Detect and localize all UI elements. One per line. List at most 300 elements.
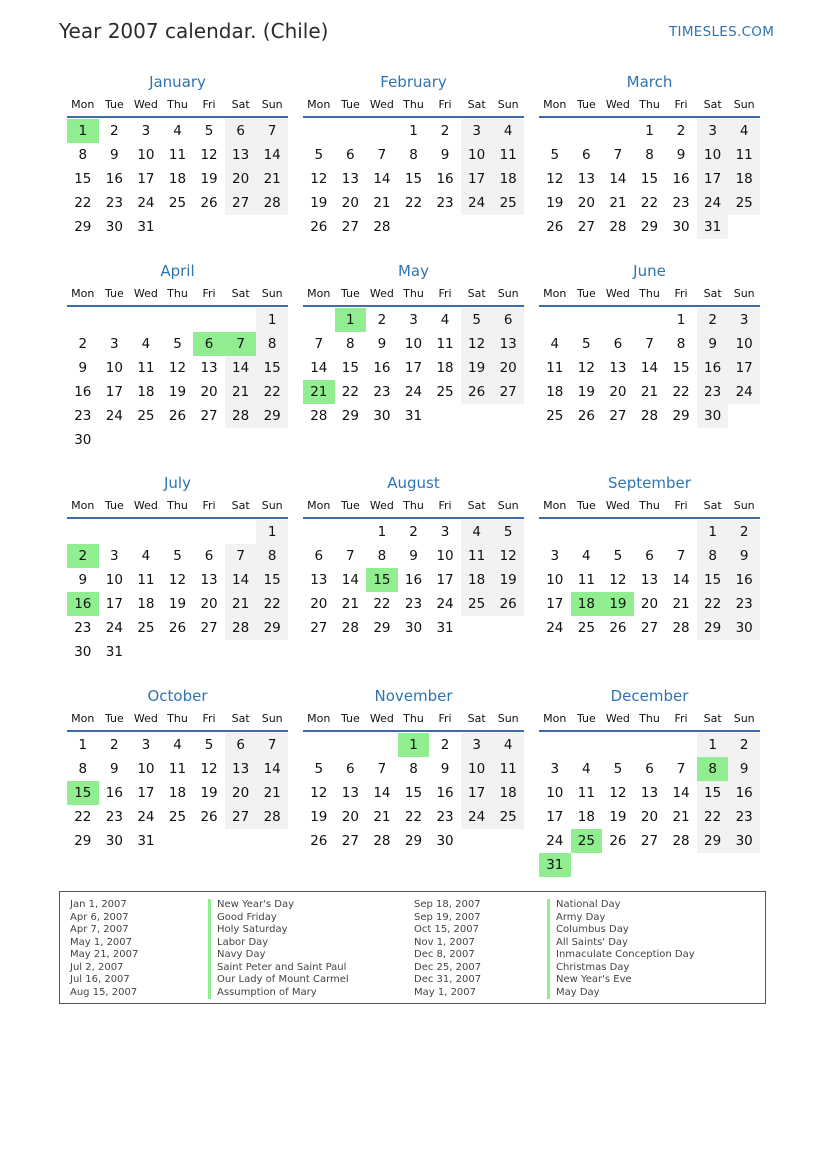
day-cell: 16 [373,360,391,376]
weekday-header: Wed [133,98,158,111]
day-cell: 26 [461,380,493,404]
day-cell: 26 [200,195,218,211]
day-cell: 31 [137,219,155,235]
header-rule [67,116,288,118]
holiday-day-cell: 19 [602,592,634,616]
day-cell: 29 [697,829,729,853]
day-cell: 24 [105,408,123,424]
holiday-day-cell: 6 [193,332,225,356]
day-cell: 23 [728,805,760,829]
day-cell: 29 [256,616,288,640]
month-title: June [633,262,666,280]
day-cell: 5 [492,520,524,544]
day-cell: 10 [105,360,123,376]
day-cell: 30 [728,829,760,853]
legend-date: Sep 19, 2007 [414,911,481,923]
day-cell: 28 [373,833,391,849]
day-cell: 4 [173,737,182,753]
legend-holiday-name: New Year's Day [208,899,294,912]
header-rule [303,517,524,519]
day-cell: 29 [697,616,729,640]
day-cell: 30 [728,616,760,640]
day-cell: 9 [440,147,450,163]
day-cell: 6 [582,147,591,163]
day-cell: 25 [137,408,155,424]
day-cell: 3 [697,119,729,143]
day-cell: 5 [204,737,214,753]
day-cell: 19 [310,195,328,211]
day-cell: 23 [373,384,391,400]
day-cell: 4 [582,761,591,777]
day-cell: 4 [461,520,493,544]
day-cell: 29 [404,833,423,849]
month-january [67,73,288,263]
day-cell: 11 [137,360,155,376]
day-cell: 29 [74,833,92,849]
day-cell: 28 [225,616,257,640]
day-cell: 18 [492,167,524,191]
legend-date: May 1, 2007 [70,936,133,948]
day-cell: 25 [577,620,595,636]
day-cell: 10 [137,147,155,163]
day-cell: 23 [404,596,423,612]
month-title: September [608,474,691,492]
weekday-header: Tue [340,287,360,300]
day-cell: 6 [225,119,257,143]
day-cell: 21 [225,592,257,616]
day-cell: 22 [404,809,423,825]
day-cell: 29 [341,408,359,424]
day-cell: 24 [436,596,454,612]
weekday-header: Wed [133,712,158,725]
day-cell: 17 [105,596,123,612]
day-cell: 31 [697,215,729,239]
weekday-header: Tue [576,499,596,512]
day-cell: 14 [256,757,288,781]
day-cell: 13 [640,785,659,801]
weekday-header: Thu [639,98,660,111]
day-cell: 8 [645,147,654,163]
day-cell: 25 [436,384,454,400]
day-cell: 1 [697,520,729,544]
day-cell: 17 [436,572,454,588]
weekday-header: Sat [467,499,486,512]
weekday-header: Wed [605,98,630,111]
day-cell: 24 [697,191,729,215]
day-cell: 17 [137,785,155,801]
weekday-header: Fri [674,287,688,300]
day-cell: 13 [225,757,257,781]
day-cell: 1 [645,123,654,139]
day-cell: 2 [110,737,119,753]
day-cell: 23 [697,380,729,404]
month-title: November [374,687,453,705]
day-cell: 24 [105,620,123,636]
day-cell: 25 [168,809,187,825]
day-cell: 27 [200,408,218,424]
header-rule [67,730,288,732]
holiday-day-cell: 31 [539,853,571,877]
day-cell: 3 [409,312,418,328]
day-cell: 9 [676,147,686,163]
header-rule [303,116,524,118]
day-cell: 13 [609,360,627,376]
month-title: April [160,262,195,280]
weekday-header: Mon [71,287,95,300]
day-cell: 16 [436,171,454,187]
legend-date: Apr 7, 2007 [70,924,129,935]
day-cell: 9 [728,757,760,781]
day-cell: 13 [225,143,257,167]
weekday-header: Tue [104,287,124,300]
day-cell: 11 [492,143,524,167]
day-cell: 18 [577,809,595,825]
weekday-header: Thu [403,98,424,111]
day-cell: 3 [141,737,151,753]
weekday-header: Sun [497,98,519,111]
day-cell: 31 [436,620,454,636]
day-cell: 21 [341,596,359,612]
day-cell: 6 [346,761,355,777]
day-cell: 7 [346,548,355,564]
day-cell: 7 [377,147,387,163]
day-cell: 11 [137,572,155,588]
weekday-header: Sat [703,499,722,512]
day-cell: 25 [728,191,760,215]
day-cell: 28 [341,620,359,636]
day-cell: 22 [256,380,288,404]
day-cell: 26 [168,620,187,636]
day-cell: 13 [577,171,595,187]
day-cell: 13 [200,360,218,376]
day-cell: 23 [74,408,92,424]
day-cell: 5 [173,336,182,352]
day-cell: 12 [461,332,493,356]
legend-holiday-name: Columbus Day [547,924,629,937]
day-cell: 16 [105,785,123,801]
day-cell: 12 [492,544,524,568]
day-cell: 1 [78,737,88,753]
day-cell: 25 [546,408,564,424]
day-cell: 2 [728,520,760,544]
day-cell: 8 [78,147,88,163]
day-cell: 2 [377,312,387,328]
legend-date: Oct 15, 2007 [414,924,479,935]
day-cell: 8 [409,761,418,777]
day-cell: 5 [204,123,214,139]
day-cell: 21 [672,596,690,612]
month-title: July [164,474,191,492]
day-cell: 11 [168,761,187,777]
day-cell: 9 [110,761,119,777]
day-cell: 5 [613,548,623,564]
day-cell: 17 [461,781,493,805]
legend-date: Aug 15, 2007 [70,986,138,998]
day-cell: 30 [105,833,123,849]
day-cell: 19 [492,568,524,592]
weekday-header: Sun [733,287,755,300]
weekday-header: Wed [369,98,394,111]
day-cell: 7 [613,147,623,163]
day-cell: 15 [640,171,659,187]
day-cell: 19 [546,195,564,211]
day-cell: 1 [676,312,686,328]
day-cell: 28 [672,833,690,849]
day-cell: 29 [640,219,659,235]
day-cell: 10 [697,143,729,167]
day-cell: 25 [137,620,155,636]
day-cell: 24 [728,380,760,404]
legend-holiday-name: Labor Day [208,937,268,950]
weekday-header: Sat [231,499,250,512]
day-cell: 27 [341,833,359,849]
day-cell: 22 [697,592,729,616]
day-cell: 26 [609,833,627,849]
legend-date: Jul 2, 2007 [70,961,124,973]
day-cell: 24 [137,809,155,825]
day-cell: 3 [110,548,119,564]
weekday-header: Sat [231,287,250,300]
day-cell: 4 [582,548,591,564]
brand-link[interactable]: TIMESLES.COM [669,24,775,40]
day-cell: 6 [645,761,654,777]
day-cell: 17 [546,596,564,612]
day-cell: 22 [404,195,423,211]
weekday-header: Sat [467,98,486,111]
legend-holiday-name: Christmas Day [547,962,629,975]
day-cell: 26 [609,620,627,636]
day-cell: 23 [436,195,454,211]
day-cell: 4 [728,119,760,143]
day-cell: 11 [492,757,524,781]
legend-holiday-name: May Day [547,987,600,1000]
day-cell: 30 [697,404,729,428]
legend-holiday-name: Good Friday [208,912,277,925]
day-cell: 16 [404,572,423,588]
weekday-header: Tue [576,712,596,725]
header-rule [303,305,524,307]
day-cell: 21 [256,167,288,191]
legend-date: Jan 1, 2007 [70,899,127,910]
weekday-header: Sat [703,287,722,300]
day-cell: 4 [440,312,450,328]
legend-date: Apr 6, 2007 [70,911,129,923]
day-cell: 1 [697,733,729,757]
day-cell: 19 [200,785,218,801]
day-cell: 27 [225,805,257,829]
day-cell: 5 [461,308,493,332]
legend-holiday-name: Navy Day [208,949,265,962]
weekday-header: Mon [543,98,567,111]
weekday-header: Sat [467,287,486,300]
day-cell: 25 [168,195,187,211]
day-cell: 15 [256,568,288,592]
day-cell: 23 [105,809,123,825]
weekday-header: Thu [639,287,660,300]
day-cell: 14 [341,572,359,588]
day-cell: 17 [728,356,760,380]
day-cell: 27 [609,408,627,424]
weekday-header: Sun [497,712,519,725]
weekday-header: Mon [71,499,95,512]
day-cell: 20 [577,195,595,211]
weekday-header: Tue [104,98,124,111]
holiday-day-cell: 15 [366,568,398,592]
day-cell: 2 [440,737,450,753]
weekday-header: Sat [467,712,486,725]
weekday-header: Sat [703,712,722,725]
day-cell: 3 [110,336,119,352]
day-cell: 13 [310,572,328,588]
day-cell: 11 [728,143,760,167]
weekday-header: Thu [167,287,188,300]
day-cell: 12 [577,360,595,376]
legend-date: Dec 8, 2007 [414,949,475,960]
day-cell: 9 [78,572,88,588]
holiday-day-cell: 15 [67,781,99,805]
day-cell: 22 [341,384,359,400]
day-cell: 18 [168,785,187,801]
weekday-header: Fri [674,98,688,111]
day-cell: 31 [137,833,155,849]
weekday-header: Tue [104,712,124,725]
day-cell: 4 [173,123,182,139]
day-cell: 19 [200,171,218,187]
day-cell: 19 [577,384,595,400]
day-cell: 3 [461,119,493,143]
day-cell: 14 [640,360,659,376]
legend-date: Nov 1, 2007 [414,936,475,948]
day-cell: 23 [436,809,454,825]
holiday-day-cell: 1 [398,733,430,757]
weekday-header: Fri [202,98,216,111]
weekday-header: Thu [403,499,424,512]
day-cell: 8 [256,544,288,568]
day-cell: 26 [492,592,524,616]
holiday-day-cell: 7 [225,332,257,356]
day-cell: 21 [609,195,627,211]
weekday-header: Tue [340,98,360,111]
weekday-header: Sun [261,287,283,300]
day-cell: 8 [346,336,355,352]
day-cell: 12 [168,360,187,376]
legend-holiday-name: All Saints' Day [547,937,628,950]
day-cell: 27 [640,620,659,636]
day-cell: 6 [314,548,324,564]
weekday-header: Thu [403,712,424,725]
day-cell: 7 [314,336,324,352]
day-cell: 30 [404,620,423,636]
weekday-header: Fri [674,499,688,512]
day-cell: 2 [697,308,729,332]
legend-holiday-name: Saint Peter and Saint Paul [208,962,346,975]
day-cell: 27 [640,833,659,849]
day-cell: 15 [697,568,729,592]
day-cell: 7 [676,548,686,564]
day-cell: 12 [609,785,627,801]
day-cell: 10 [461,757,493,781]
day-cell: 29 [74,219,92,235]
day-cell: 25 [492,805,524,829]
holiday-day-cell: 8 [697,757,729,781]
day-cell: 4 [492,733,524,757]
day-cell: 11 [436,336,454,352]
day-cell: 13 [200,572,218,588]
day-cell: 15 [672,360,690,376]
holiday-day-cell: 21 [303,380,335,404]
day-cell: 18 [137,596,155,612]
day-cell: 9 [728,544,760,568]
day-cell: 20 [609,384,627,400]
day-cell: 20 [341,809,359,825]
day-cell: 16 [728,781,760,805]
legend-holiday-name: Our Lady of Mount Carmel [208,974,349,987]
day-cell: 4 [141,336,151,352]
day-cell: 21 [256,781,288,805]
day-cell: 26 [577,408,595,424]
day-cell: 14 [672,572,690,588]
weekday-header: Wed [605,499,630,512]
day-cell: 20 [225,167,257,191]
day-cell: 18 [168,171,187,187]
legend-holiday-name: Assumption of Mary [208,987,317,1000]
day-cell: 19 [609,809,627,825]
day-cell: 22 [640,195,659,211]
day-cell: 14 [672,785,690,801]
day-cell: 20 [341,195,359,211]
day-cell: 16 [74,384,92,400]
day-cell: 24 [546,833,564,849]
day-cell: 16 [105,171,123,187]
day-cell: 16 [697,356,729,380]
day-cell: 8 [697,544,729,568]
day-cell: 1 [409,123,418,139]
weekday-header: Mon [307,499,331,512]
day-cell: 14 [310,360,328,376]
month-title: December [610,687,689,705]
day-cell: 22 [672,384,690,400]
day-cell: 6 [645,548,654,564]
weekday-header: Mon [543,499,567,512]
month-title: February [380,73,447,91]
day-cell: 22 [74,809,92,825]
month-september [539,474,760,664]
weekday-header: Wed [133,287,158,300]
day-cell: 19 [168,596,187,612]
day-cell: 2 [78,336,88,352]
weekday-header: Wed [369,287,394,300]
weekday-header: Tue [104,499,124,512]
header-rule [539,517,760,519]
day-cell: 15 [697,781,729,805]
month-title: August [387,474,440,492]
day-cell: 19 [310,809,328,825]
day-cell: 5 [173,548,182,564]
day-cell: 18 [461,568,493,592]
day-cell: 8 [377,548,387,564]
day-cell: 17 [461,167,493,191]
month-april [67,262,288,452]
day-cell: 17 [697,167,729,191]
day-cell: 18 [137,384,155,400]
day-cell: 24 [546,620,564,636]
day-cell: 27 [492,380,524,404]
day-cell: 24 [461,191,493,215]
day-cell: 2 [728,733,760,757]
day-cell: 11 [577,572,595,588]
weekday-header: Wed [605,287,630,300]
day-cell: 20 [225,781,257,805]
